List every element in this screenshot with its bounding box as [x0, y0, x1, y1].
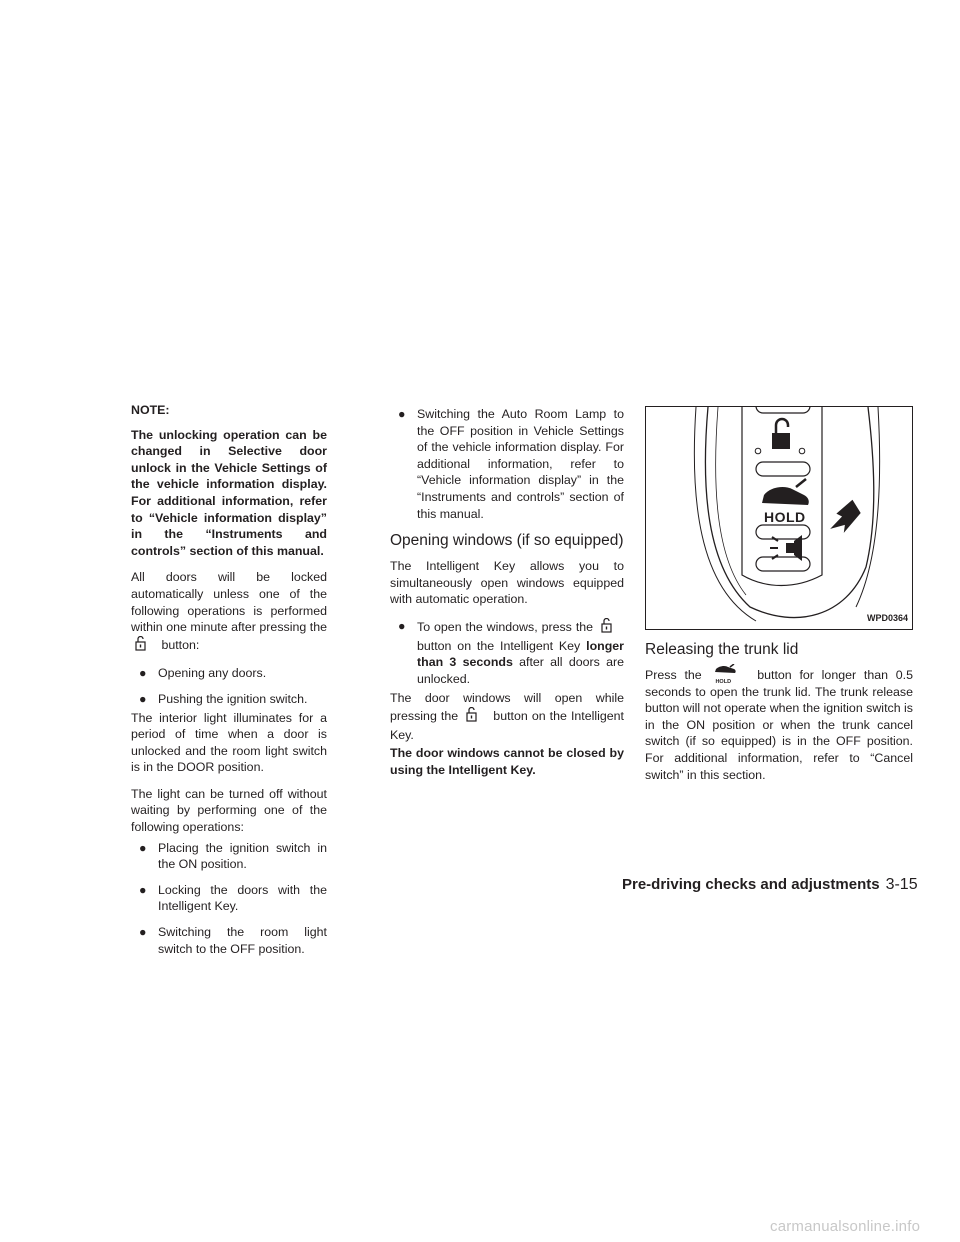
auto-lock-paragraph — [131, 569, 327, 655]
page-footer — [622, 876, 918, 894]
trunk-car-icon — [762, 479, 809, 505]
footer-section-title: Pre-driving checks and adjustments — [622, 876, 880, 893]
unlock-button-icon — [135, 636, 146, 656]
list-item: ● Switching the Auto Room Lamp to the OFF position in Vehicle Settings of the vehicle information display. For additional information, refer to “Vehicle information display” in the “Instruments and controls” section of this manual. — [398, 407, 624, 521]
column-right — [645, 406, 913, 793]
unlock-button-icon — [466, 707, 477, 727]
note-body: The unlocking operation can be changed in Selective door unlock in the Vehicle Settings of the vehicle information display. For additional information, refer to “Vehicle information display” in the “Instruments and controls” section of this manual. — [131, 427, 327, 558]
column-left — [131, 402, 327, 966]
windows-intro: The Intelligent Key allows you to simultaneously open windows equipped with automatic operation. — [390, 559, 624, 607]
list-item: ● Switching the room light switch to the OFF position. — [139, 925, 327, 956]
hold-label: HOLD — [764, 509, 806, 525]
list-item: ● Opening any doors. — [139, 666, 267, 681]
trunk-hold-icon: HOLD — [713, 667, 737, 681]
windows-open-paragraph: The door windows will open while pressing the button on the Intelligent Key. — [390, 691, 624, 742]
list-item: ● Pushing the ignition switch. — [139, 691, 308, 706]
unlock-button-icon — [601, 618, 612, 638]
list-item: ● To open the windows, press the button on the Intelligent Key longer than 3 seconds after all doors are unlocked. — [398, 618, 624, 686]
note-label: NOTE: — [131, 403, 170, 417]
windows-warning: The door windows cannot be closed by using the Intelligent Key. — [390, 746, 624, 777]
light-off-paragraph: The light can be turned off without waiting by performing one of the following operations: — [131, 786, 327, 835]
watermark: carmanualsonline.info — [770, 1218, 921, 1235]
column-middle — [390, 406, 624, 788]
auto-lock-text: All doors will be locked automatically unless one of the following operations is performed within one minute after pressing the — [131, 570, 327, 635]
section-heading-windows: Opening windows (if so equipped) — [390, 532, 624, 550]
intelligent-key-figure — [645, 406, 913, 630]
trunk-paragraph: Press the HOLD button for longer than 0.5 seconds to open the trunk lid. The trunk release button will not operate when the ignition switch is in the ON position or when the trunk cancel switch (if so equipped) is in the OFF position. For additional information, refer to “Cancel switch” in this section. — [645, 667, 913, 783]
page-number: 3-15 — [885, 876, 918, 893]
unlock-icon — [755, 419, 805, 454]
auto-lock-text-end: button: — [161, 637, 200, 652]
list-item: ● Locking the doors with the Intelligent Key. — [139, 882, 327, 914]
list-item: ● Placing the ignition switch in the ON position. — [139, 840, 327, 872]
interior-light-paragraph: The interior light illuminates for a period of time when a door is unlocked and the room light switch is in the DOOR position. — [131, 710, 327, 775]
figure-code: WPD0364 — [866, 613, 908, 624]
section-heading-trunk: Releasing the trunk lid — [645, 641, 799, 658]
